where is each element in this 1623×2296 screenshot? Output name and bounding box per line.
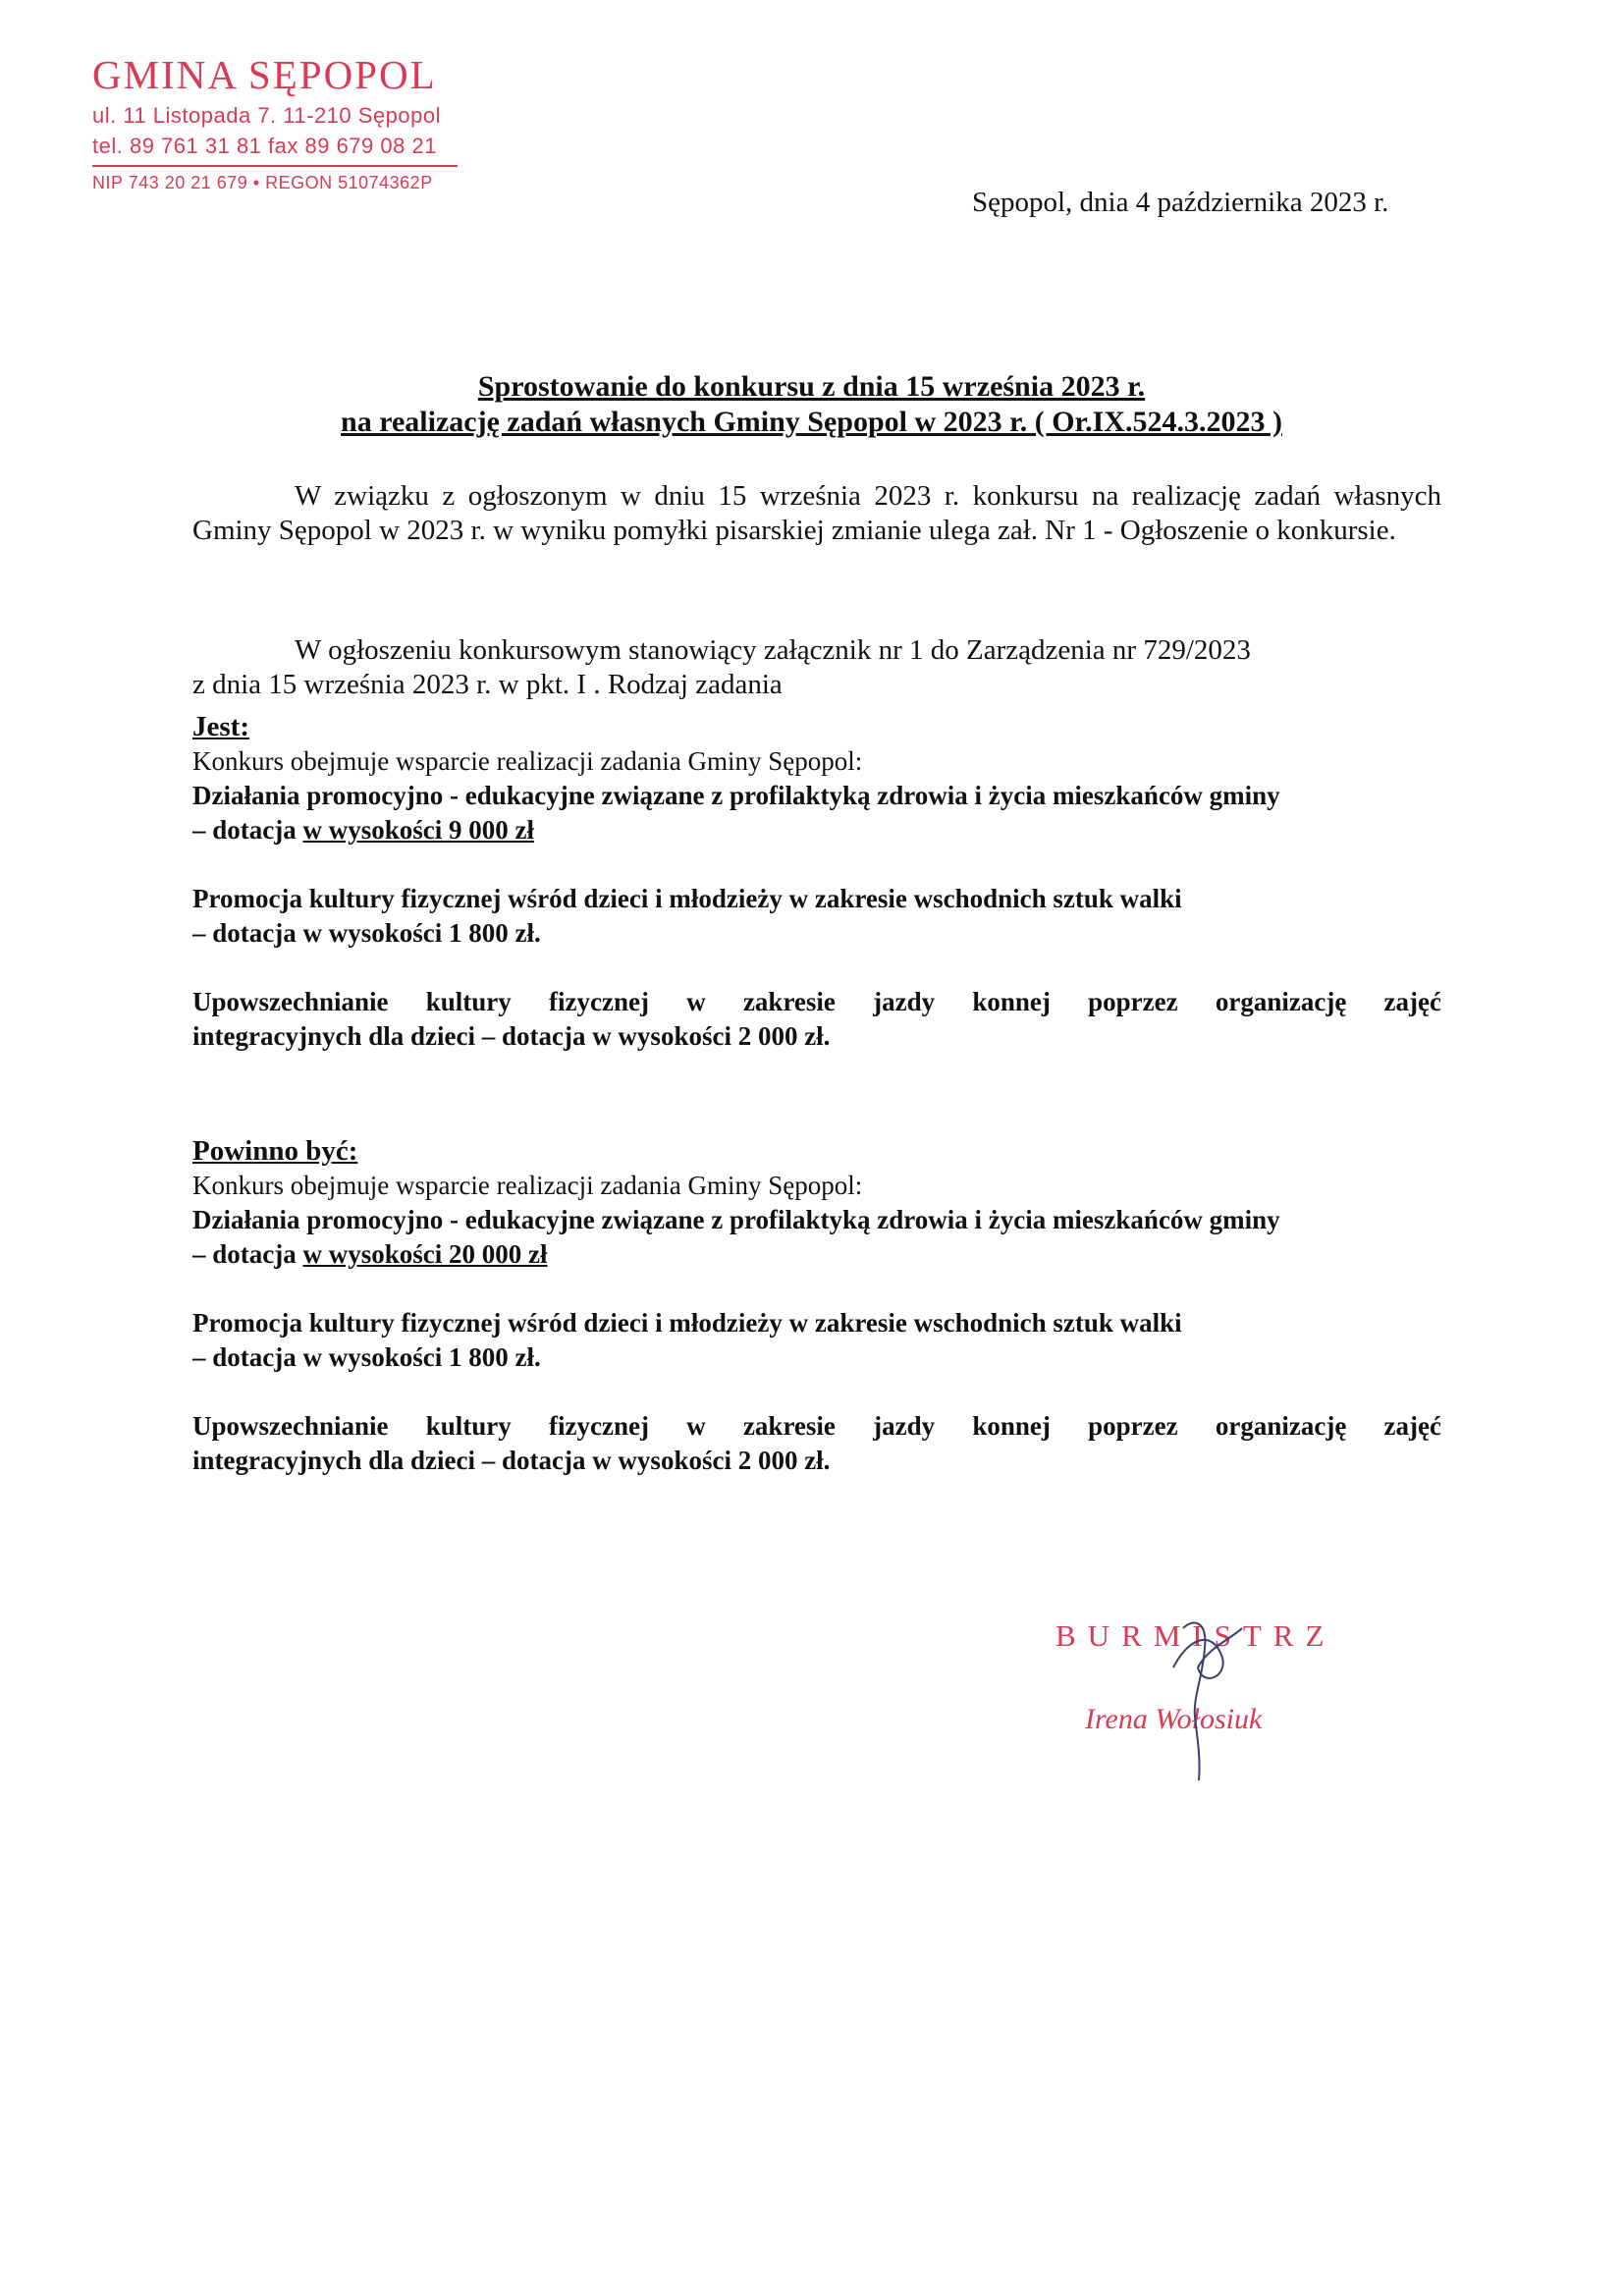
reference-line-1: W ogłoszeniu konkursowym stanowiący załącznik nr 1 do Zarządzenia nr 729/2023 bbox=[295, 634, 1251, 666]
task-1-line-1: Działania promocyjno - edukacyjne związane z profilaktyką zdrowia i życia mieszkańców gminy bbox=[192, 1205, 1280, 1234]
spacer bbox=[192, 1272, 1441, 1306]
section-heading: Jest: bbox=[192, 711, 249, 742]
stamp-phone: tel. 89 761 31 81 fax 89 679 08 21 bbox=[92, 134, 437, 158]
section-jest bbox=[192, 710, 1441, 1054]
task-3-line-2: integracyjnych dla dzieci – dotacja w wysokości 2 000 zł. bbox=[192, 1021, 831, 1051]
task-2-line-2: – dotacja w wysokości 1 800 zł. bbox=[192, 1342, 541, 1372]
stamp-name: GMINA SĘPOPOL bbox=[92, 52, 437, 97]
mayor-signature-stamp bbox=[1055, 1618, 1380, 1776]
task-2-line-2: – dotacja w wysokości 1 800 zł. bbox=[192, 918, 541, 948]
section-powinno-byc bbox=[192, 1134, 1441, 1478]
task-1-prefix: – dotacja bbox=[192, 815, 303, 845]
task-1-amount: w wysokości 9 000 zł bbox=[302, 815, 534, 845]
section-heading: Powinno być: bbox=[192, 1135, 358, 1167]
task-1-line-2 bbox=[192, 813, 1441, 847]
task-2-line-1: Promocja kultury fizycznej wśród dzieci i młodzieży w zakresie wschodnich sztuk walki bbox=[192, 884, 1182, 913]
title-line-2: na realizację zadań własnych Gminy Sępopol w 2023 r. ( Or.IX.524.3.2023 ) bbox=[341, 406, 1282, 438]
spacer bbox=[192, 847, 1441, 882]
title-line-1: Sprostowanie do konkursu z dnia 15 września 2023 r. bbox=[477, 370, 1146, 403]
place-date: Sępopol, dnia 4 października 2023 r. bbox=[972, 187, 1389, 218]
reference-line-2: z dnia 15 września 2023 r. w pkt. I . Rodzaj zadania bbox=[192, 669, 783, 700]
municipality-stamp bbox=[92, 49, 465, 194]
task-1-prefix: – dotacja bbox=[192, 1239, 303, 1269]
reference-paragraph bbox=[192, 633, 1441, 702]
task-3-line-2: integracyjnych dla dzieci – dotacja w wysokości 2 000 zł. bbox=[192, 1446, 831, 1475]
signature-name: Irena Wołosiuk bbox=[1085, 1703, 1263, 1735]
task-1-line-1: Działania promocyjno - edukacyjne związane z profilaktyką zdrowia i życia mieszkańców gminy bbox=[192, 781, 1280, 810]
stamp-ids: NIP 743 20 21 679 • REGON 51074362P bbox=[92, 173, 433, 192]
spacer bbox=[192, 951, 1441, 985]
document-title bbox=[0, 369, 1623, 440]
task-1-amount: w wysokości 20 000 zł bbox=[302, 1239, 548, 1269]
stamp-divider bbox=[92, 165, 458, 167]
section-intro: Konkurs obejmuje wsparcie realizacji zadania Gminy Sępopol: bbox=[192, 746, 863, 776]
section-intro: Konkurs obejmuje wsparcie realizacji zadania Gminy Sępopol: bbox=[192, 1171, 863, 1200]
intro-paragraph bbox=[192, 479, 1441, 548]
handwritten-signature-icon bbox=[1154, 1609, 1262, 1785]
spacer bbox=[192, 1375, 1441, 1409]
task-1-line-2 bbox=[192, 1237, 1441, 1272]
task-3-line-1: Upowszechnianie kultury fizycznej w zakresie jazdy konnej poprzez organizację zajęć bbox=[192, 987, 1441, 1016]
intro-text: W związku z ogłoszonym w dniu 15 września 2023 r. konkursu na realizację zadań własnych Gminy Sępopol w 2023 r. w wyniku pomyłki pisarskiej zmianie ulega zał. Nr 1 - Ogłoszenie o konkursie. bbox=[192, 480, 1441, 546]
task-3-line-1: Upowszechnianie kultury fizycznej w zakresie jazdy konnej poprzez organizację zajęć bbox=[192, 1411, 1441, 1441]
stamp-address: ul. 11 Listopada 7. 11-210 Sępopol bbox=[92, 103, 442, 128]
task-2-line-1: Promocja kultury fizycznej wśród dzieci i młodzieży w zakresie wschodnich sztuk walki bbox=[192, 1308, 1182, 1338]
signature-title: BURMISTRZ bbox=[1055, 1618, 1336, 1653]
